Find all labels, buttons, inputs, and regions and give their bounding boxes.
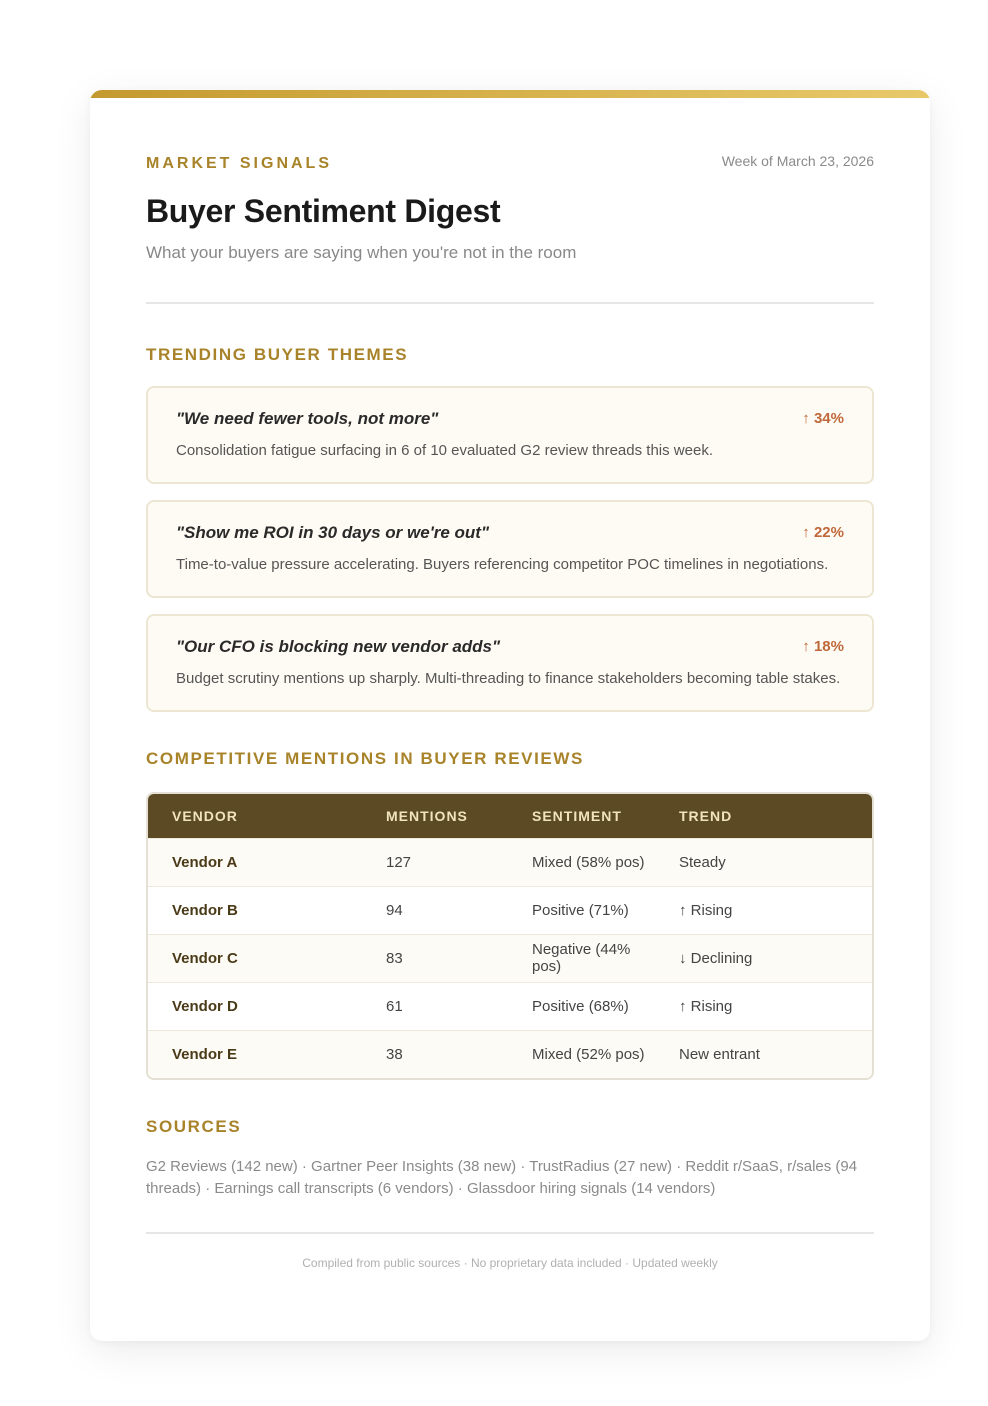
- trend-cell: ↑ Rising: [655, 886, 872, 934]
- mentions-cell: 94: [362, 886, 508, 934]
- table-row: [148, 1030, 872, 1078]
- mentions-section-title: COMPETITIVE MENTIONS IN BUYER REVIEWS: [146, 749, 584, 768]
- theme-change-badge: ↑ 34%: [802, 410, 844, 427]
- table-row: [148, 886, 872, 934]
- header-divider: [146, 302, 874, 304]
- footer-divider: [146, 1232, 874, 1234]
- trend-cell: ↓ Declining: [655, 934, 872, 982]
- theme-quote: "We need fewer tools, not more": [176, 409, 439, 428]
- trend-cell: Steady: [655, 838, 872, 886]
- sentiment-cell: Positive (68%): [508, 982, 655, 1030]
- column-header-trend: TREND: [679, 807, 733, 824]
- sentiment-cell: Mixed (52% pos): [508, 1030, 655, 1078]
- accent-bar: [90, 90, 930, 98]
- week-label: Week of March 23, 2026: [721, 153, 874, 169]
- digest-header: [146, 98, 874, 264]
- theme-description: Budget scrutiny mentions up sharply. Multi-threading to finance stakeholders becoming table stakes.: [176, 670, 841, 687]
- column-header-sentiment: SENTIMENT: [532, 807, 622, 824]
- themes-section-title: TRENDING BUYER THEMES: [146, 345, 409, 364]
- column-header-mentions: MENTIONS: [386, 807, 468, 824]
- mentions-cell: 38: [362, 1030, 508, 1078]
- sentiment-cell: Negative (44% pos): [508, 934, 655, 982]
- vendor-cell: Vendor C: [148, 934, 362, 982]
- theme-description: Consolidation fatigue surfacing in 6 of 10 evaluated G2 review threads this week.: [176, 442, 713, 459]
- sources-text: G2 Reviews (142 new) · Gartner Peer Insights (38 new) · TrustRadius (27 new) · Reddit r/SaaS, r/sales (94 threads) · Earnings call transcripts (6 vendors) · Glassdoor hiring signals (14 vendors): [146, 1158, 858, 1197]
- theme-card: [146, 500, 874, 598]
- trend-cell: New entrant: [655, 1030, 872, 1078]
- mentions-cell: 83: [362, 934, 508, 982]
- theme-description: Time-to-value pressure accelerating. Buyers referencing competitor POC timelines in negotiations.: [176, 556, 829, 573]
- vendor-cell: Vendor A: [148, 838, 362, 886]
- vendor-cell: Vendor E: [148, 1030, 362, 1078]
- mentions-table: [146, 792, 874, 1080]
- page-subtitle: What your buyers are saying when you're not in the room: [146, 243, 577, 262]
- sentiment-cell: Mixed (58% pos): [508, 838, 655, 886]
- vendor-cell: Vendor B: [148, 886, 362, 934]
- column-header-vendor: VENDOR: [172, 807, 238, 824]
- theme-quote: "Our CFO is blocking new vendor adds": [176, 637, 501, 656]
- theme-change-badge: ↑ 18%: [802, 638, 844, 655]
- trend-cell: ↑ Rising: [655, 982, 872, 1030]
- theme-card: [146, 386, 874, 484]
- sentiment-cell: Positive (71%): [508, 886, 655, 934]
- digest-card: [90, 90, 930, 1341]
- theme-change-badge: ↑ 22%: [802, 524, 844, 541]
- page-title: Buyer Sentiment Digest: [146, 193, 501, 229]
- footer-note: Compiled from public sources · No proprietary data included · Updated weekly: [302, 1256, 718, 1270]
- mentions-cell: 127: [362, 838, 508, 886]
- table-header-row: [148, 794, 872, 838]
- sources-section-title: SOURCES: [146, 1117, 242, 1136]
- eyebrow-label: MARKET SIGNALS: [146, 155, 332, 172]
- table-row: [148, 838, 872, 886]
- theme-card: [146, 614, 874, 712]
- digest-content: [90, 98, 930, 1270]
- theme-quote: "Show me ROI in 30 days or we're out": [176, 523, 490, 542]
- table-row: [148, 982, 872, 1030]
- table-row: [148, 934, 872, 982]
- mentions-cell: 61: [362, 982, 508, 1030]
- vendor-cell: Vendor D: [148, 982, 362, 1030]
